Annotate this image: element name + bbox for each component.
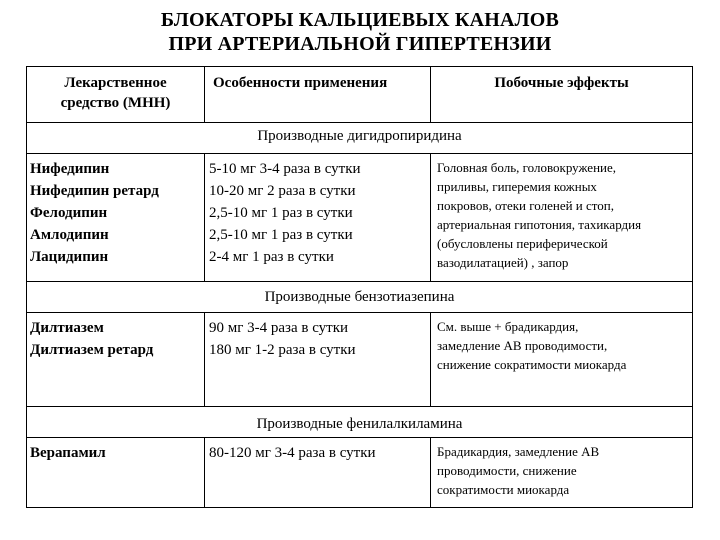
dose-cell: [205, 313, 431, 407]
dose-text: 10-20 мг 2 раза в сутки: [209, 183, 356, 199]
drug-name: Дилтиазем ретард: [30, 342, 154, 358]
table-row: [27, 313, 693, 407]
dose-text: 180 мг 1-2 раза в сутки: [209, 342, 356, 358]
group-title: Производные бензотиазепина: [27, 282, 693, 313]
drug-name: Верапамил: [30, 445, 106, 461]
group-row: [27, 282, 693, 313]
title-line-1: БЛОКАТОРЫ КАЛЬЦИЕВЫХ КАНАЛОВ: [160, 9, 560, 31]
header-drug: [27, 67, 205, 123]
side-effect-line: вазодилатацией) , запор: [437, 255, 569, 270]
group-title: Производные дигидропиридина: [27, 123, 693, 154]
table-row: [27, 438, 693, 508]
drug-name: Лацидипин: [30, 249, 109, 265]
page-title: [0, 8, 720, 56]
drug-cell: [27, 313, 205, 407]
drug-name: Нифедипин: [30, 161, 110, 177]
side-effect-line: (обусловлены периферической: [437, 236, 608, 251]
dose-cell: [205, 154, 431, 282]
drug-cell: [27, 154, 205, 282]
side-effect-line: Брадикардия, замедление АВ: [437, 444, 600, 459]
side-effect-line: артериальная гипотония, тахикардия: [437, 217, 642, 232]
table-row: [27, 154, 693, 282]
side-effects-cell: [431, 438, 693, 508]
drug-name: Дилтиазем: [30, 320, 104, 336]
header-drug-line-1: Лекарственное: [64, 75, 167, 91]
header-side-effects: Побочные эффекты: [431, 67, 693, 123]
dose-text: 2,5-10 мг 1 раз в сутки: [209, 227, 353, 243]
header-usage: Особенности применения: [205, 67, 431, 123]
header-drug-line-2: средство (МНН): [60, 95, 171, 111]
side-effect-line: Головная боль, головокружение,: [437, 160, 617, 175]
dose-text: 2,5-10 мг 1 раз в сутки: [209, 205, 353, 221]
drug-name: Нифедипин ретард: [30, 183, 159, 199]
group-row: [27, 123, 693, 154]
drug-name: Амлодипин: [30, 227, 109, 243]
dose-text: 5-10 мг 3-4 раза в сутки: [209, 161, 361, 177]
group-row: [27, 407, 693, 438]
drug-table: [26, 66, 693, 508]
side-effect-line: покровов, отеки голеней и стоп,: [437, 198, 614, 213]
dose-text: 80-120 мг 3-4 раза в сутки: [209, 445, 376, 461]
drug-name: Фелодипин: [30, 205, 108, 221]
side-effects-cell: [431, 313, 693, 407]
side-effect-line: сократимости миокарда: [437, 482, 570, 497]
group-title: Производные фенилалкиламина: [27, 407, 693, 438]
side-effect-line: См. выше + брадикардия,: [437, 319, 579, 334]
table-header-row: [27, 67, 693, 123]
side-effect-line: замедление АВ проводимости,: [437, 338, 608, 353]
dose-text: 2-4 мг 1 раз в сутки: [209, 249, 334, 265]
dose-text: 90 мг 3-4 раза в сутки: [209, 320, 349, 336]
drug-cell: [27, 438, 205, 508]
dose-cell: [205, 438, 431, 508]
title-line-2: ПРИ АРТЕРИАЛЬНОЙ ГИПЕРТЕНЗИИ: [168, 33, 552, 55]
side-effect-line: приливы, гиперемия кожных: [437, 179, 597, 194]
side-effects-cell: [431, 154, 693, 282]
side-effect-line: снижение сократимости миокарда: [437, 357, 627, 372]
side-effect-line: проводимости, снижение: [437, 463, 577, 478]
